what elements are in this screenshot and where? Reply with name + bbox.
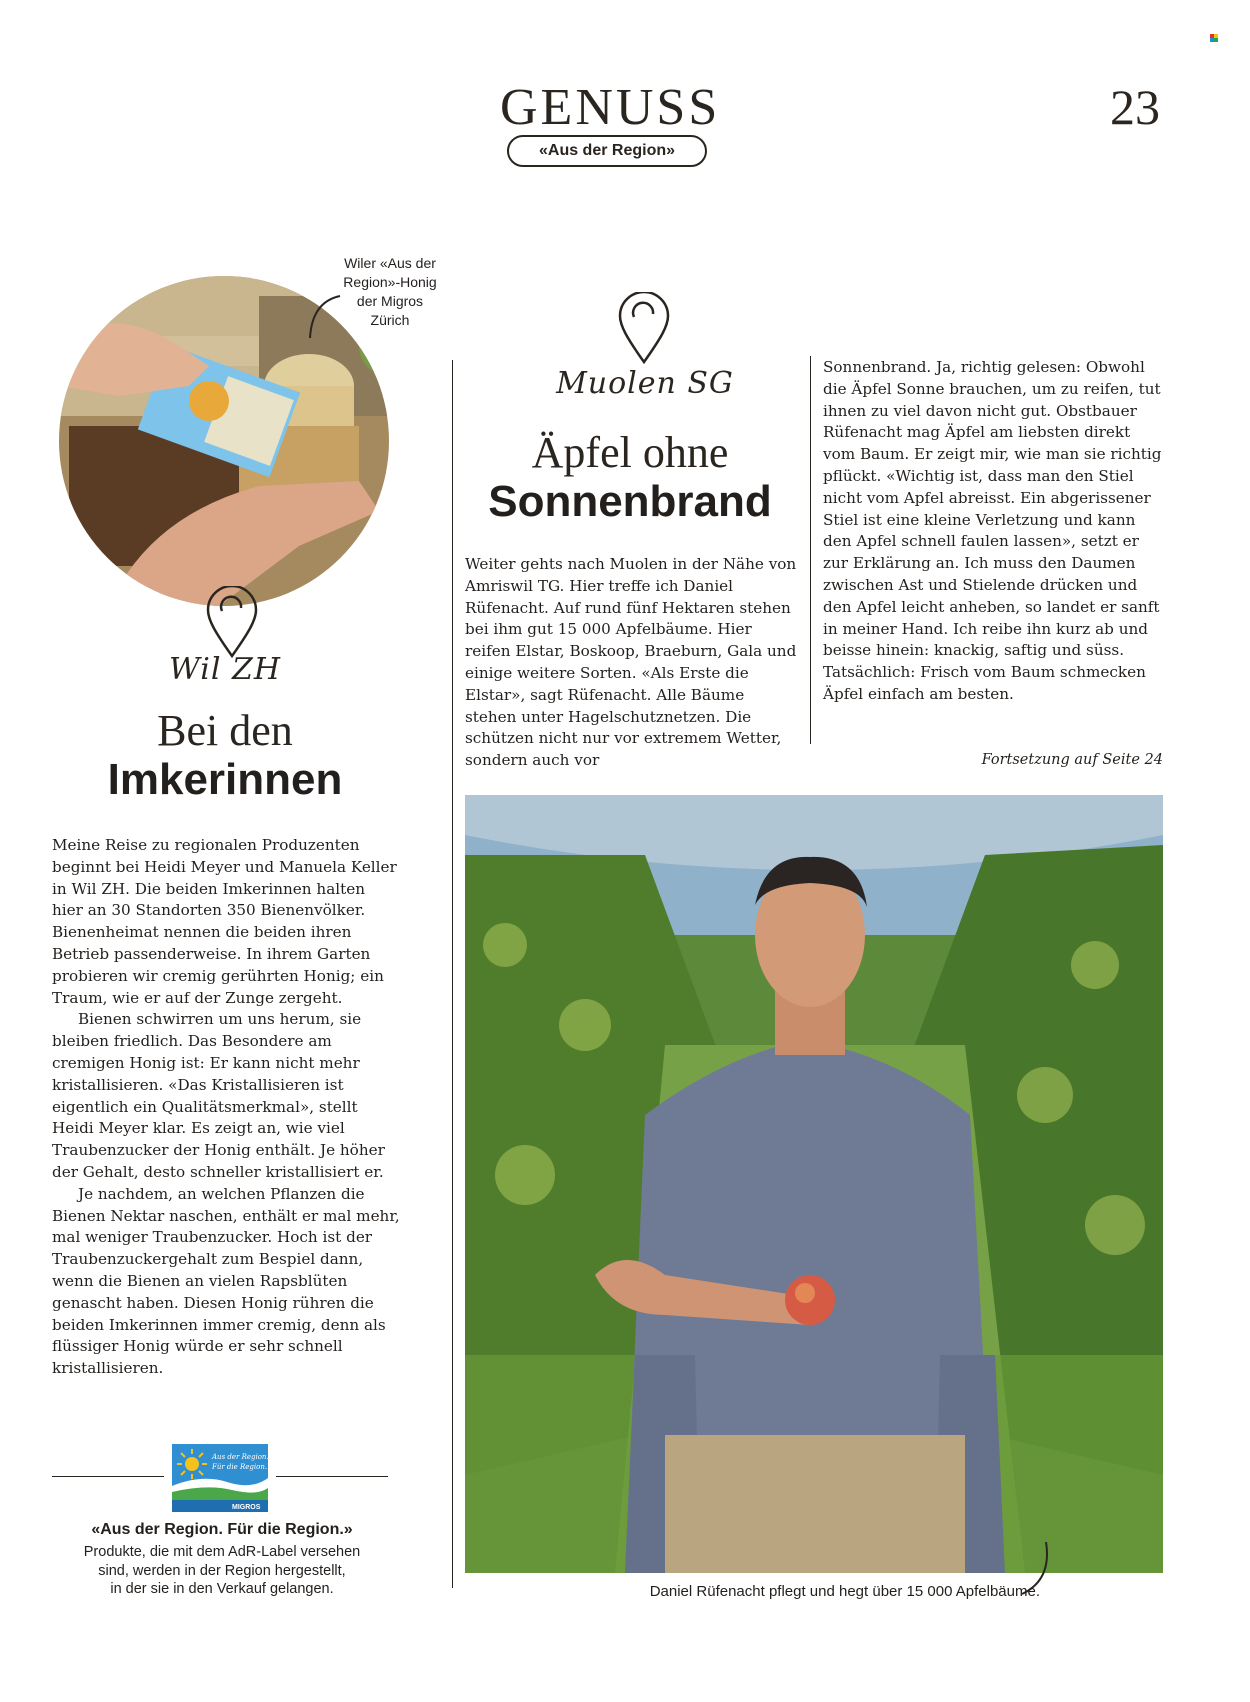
article-right-column-1 [465,554,799,772]
location-pin-icon [205,586,259,658]
divider [276,1476,388,1477]
page-number: 23 [1110,79,1160,135]
label-description: Produkte, die mit dem AdR-Label versehen sind, werden in der Region hergestellt, in der sie in den Verkauf gelangen. [83,1544,361,1597]
location-wil: Wil ZH [168,652,282,687]
label-title: «Aus der Region. Für die Region.» [91,1521,353,1538]
location-pin-icon [617,292,671,364]
article-left-body [52,835,400,1380]
logo-text: Aus der Region. [212,1453,268,1461]
article-right-column-2 [823,357,1163,706]
section-subtitle-pill: «Aus der Region» [507,135,707,167]
paragraph: Weiter gehts nach Muolen in der Nähe von Amriswil TG. Hier treffe ich Daniel Rüfenacht. Auf rund fünf Hektaren stehen bei ihm gut 15 000 Apfelbäume. Hier reifen Elstar, Boskoop, Braeburn, Gala und einige weitere Sorten. «Als Erste die Elstar», sagt Rüfenacht. Alle Bäume stehen unter Hagelschutznetzen. Die schützen nicht nur vor extremem Wetter, sondern auch vor [465,555,797,770]
paragraph: Sonnenbrand. Ja, richtig gelesen: Obwohl die Äpfel Sonne brauchen, um zu reifen, tut ihnen zu viel davon nicht gut. Obstbauer Rüfenacht mag Äpfel am liebsten direkt vom Baum. Er zeigt mir, wie man sie richtig pflückt. «Wichtig ist, dass man den Stiel nicht vom Apfel abreisst. Ein abgerissener Stiel ist eine kleine Verletzung und kann den Apfel schnell faulen lassen», setzt er zur Erklärung an. Ich muss den Daumen zwischen Ast und Stielende drücken und den Apfel leicht anheben, so landet er sanft in meiner Hand. Ich reibe ihn kurz ab und beisse hinein: knackig, saftig und süss. Tatsächlich: Frisch vom Baum schmecken Äpfel einfach am besten. [823,358,1162,703]
print-mark-icon [1210,34,1218,42]
headline-bold-left: Imkerinnen [107,755,343,804]
paragraph: Meine Reise zu regionalen Produzenten beginnt bei Heidi Meyer und Manuela Keller in Wil ZH. Die beiden Imkerinnen halten hier an 30 Standorten 350 Bienenvölker. Bienenheimat nennen die beiden ihren Betrieb passenderweise. In ihrem Garten probieren wir cremig gerührten Honig; ein Traum, wie er auf der Zunge zergeht. [52,836,397,1007]
section-title: GENUSS [500,79,721,136]
column-rule [452,360,453,1588]
logo-text: Für die Region. [212,1463,268,1471]
honey-photo-caption: Wiler «Aus der Region»-Honig der Migros Zürich [343,255,437,328]
farmer-photo-caption: Daniel Rüfenacht pflegt und hegt über 15 000 Apfelbäume. [649,1583,1040,1600]
location-muolen: Muolen SG [556,366,734,401]
paragraph: Je nachdem, an welchen Pflanzen die Bienen Nektar naschen, enthält er mal mehr, mal weniger Traubenzucker. Hoch ist der Traubenzuckergehalt zum Bespiel dann, wenn die Bienen an vielen Rapsblüten genascht haben. Diesen Honig rühren die beiden Imkerinnen immer cremig, denn als flüssiger Honig würde er sehr schnell kristallisieren. [52,1184,400,1378]
divider [52,1476,164,1477]
continuation-note: Fortsetzung auf Seite 24 [981,752,1163,768]
headline-light-left: Bei den [157,706,293,755]
logo-text: MIGROS [232,1504,261,1511]
headline-bold-right: Sonnenbrand [488,477,772,526]
headline-light-right: Äpfel ohne [531,428,729,477]
farmer-orchard-photo [465,795,1163,1573]
column-rule [810,356,811,744]
paragraph: Bienen schwirren um uns herum, sie bleiben friedlich. Das Besondere am cremigen Honig ist: Er kann nicht mehr kristallisieren. «Das Kristallisieren ist eigentlich ein Qualitätsmerkmal», stellt Heidi Meyer klar. Es zeigt an, wie viel Traubenzucker der Honig enthält. Je höher der Gehalt, desto schneller kristallisiert er. [52,1010,385,1181]
caption-pointer-curve [300,292,350,342]
aus-der-region-logo [172,1444,268,1512]
